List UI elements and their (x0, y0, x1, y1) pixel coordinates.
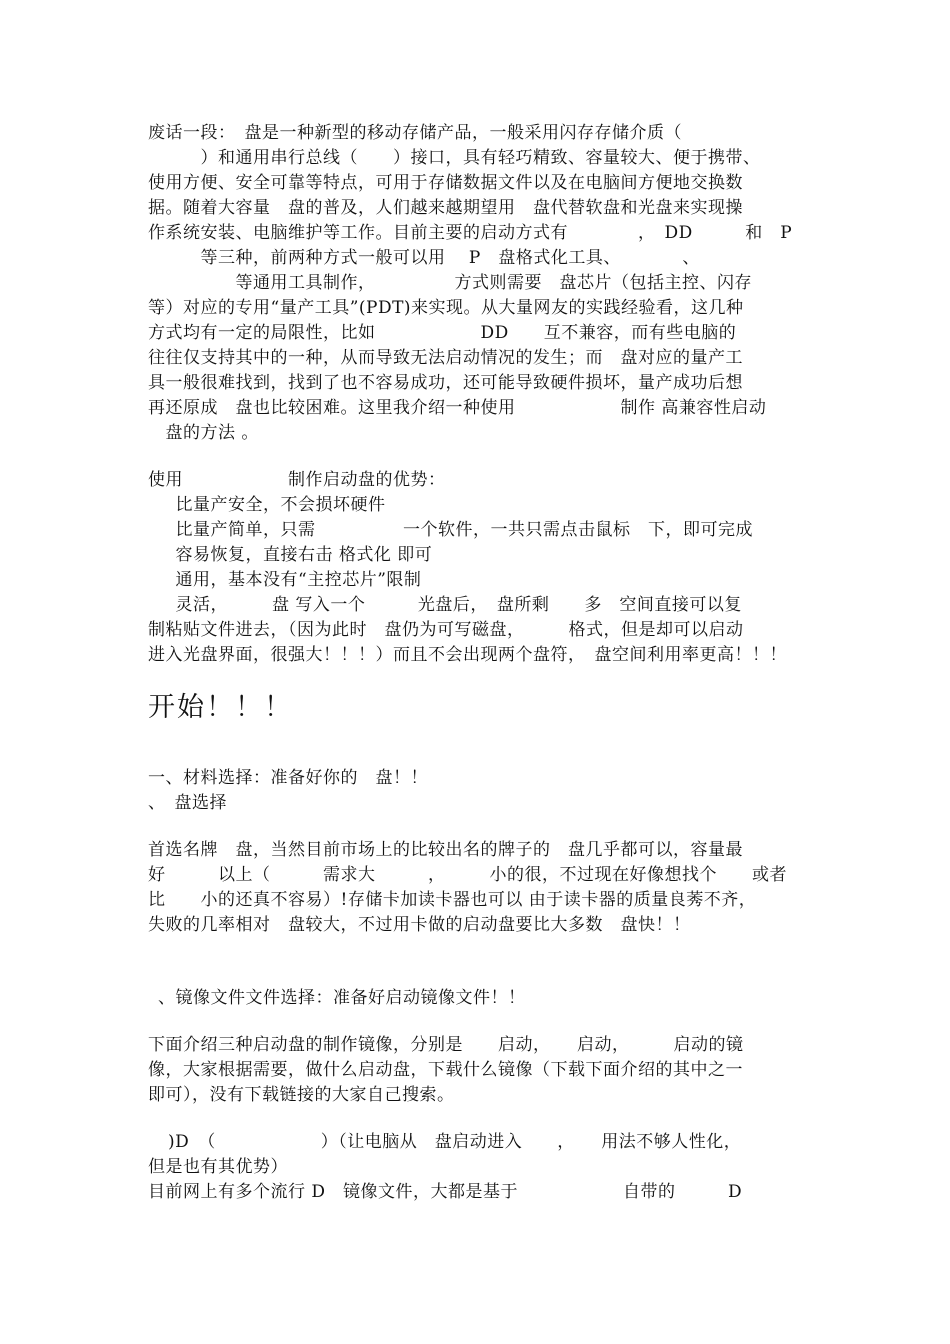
advantage-item: 灵活， 盘 写入一个 光盘后， 盘所剩 多 空间直接可以复 (158, 595, 742, 615)
advantage-item: 进入光盘界面，很强大！！！）而且不会出现两个盘符， 盘空间利用率更高！！！ (148, 645, 787, 665)
intro-line: 再还原成 盘也比较困难。这里我介绍一种使用 制作 高兼容性启动 (148, 398, 767, 418)
dos-item-line: )D （ ）（让电脑从 盘启动进入 ， 用法不够人性化， (168, 1132, 742, 1152)
step1-line: 好 以上（ 需求大 ， 小的很，不过现在好像想找个 或者 (148, 865, 787, 885)
advantages-title: 使用 制作启动盘的优势： (148, 470, 446, 490)
step1-title: 一、材料选择：准备好你的 盘！！ (148, 768, 428, 788)
intro-line: 具一般很难找到，找到了也不容易成功，还可能导致硬件损坏，量产成功后想 (148, 373, 743, 393)
intro-line: 等）对应的专用“量产工具”(PDT)来实现。从大量网友的实践经验看，这几种 (148, 298, 744, 318)
dos-item-line: 目前网上有多个流行 D 镜像文件，大都是基于 自带的 D (148, 1182, 743, 1202)
step1-line: 失败的几率相对 盘较大，不过用卡做的启动盘要比大多数 盘快！！ (148, 915, 691, 935)
advantage-item: 比量产简单，只需 一个软件，一共只需点击鼠标 下，即可完成 (158, 520, 753, 540)
step2-line: 像，大家根据需要，做什么启动盘，下载什么镜像（下载下面介绍的其中之一 (148, 1060, 743, 1080)
dos-item-line: 但是也有其优势） (148, 1157, 288, 1177)
step1-line: 比 小的还真不容易）!存储卡加读卡器也可以 由于读卡器的质量良莠不齐， (148, 890, 757, 910)
intro-line: 盘的方法 。 (148, 423, 259, 443)
step2-line: 下面介绍三种启动盘的制作镜像，分别是 启动， 启动， 启动的镜 (148, 1035, 744, 1055)
step2-title: 、镜像文件文件选择：准备好启动镜像文件！！ (158, 988, 526, 1008)
step1-line: 首选名牌 盘，当然目前市场上的比较出名的牌子的 盘几乎都可以，容量最 (148, 840, 743, 860)
step2-line: 即可），没有下载链接的大家自己搜索。 (148, 1085, 455, 1105)
intro-line: 等通用工具制作， 方式则需要 盘芯片（包括主控、闪存 (148, 273, 752, 293)
advantage-item: 容易恢复，直接右击 格式化 即可 (158, 545, 433, 565)
intro-line: 往往仅支持其中的一种，从而导致无法启动情况的发生；而 盘对应的量产工 (148, 348, 743, 368)
intro-line: 作系统安装、电脑维护等工作。目前主要的启动方式有 ， DD 和 P (148, 223, 793, 243)
intro-line: 方式均有一定的局限性，比如 DD 互不兼容，而有些电脑的 (148, 323, 737, 343)
intro-line: 废话一段： 盘是一种新型的移动存储产品，一般采用闪存存储介质（ (148, 123, 682, 143)
step1-subtitle: 、 盘选择 (148, 793, 227, 813)
intro-line: 等三种，前两种方式一般可以用 P 盘格式化工具、 、 (148, 248, 700, 268)
advantage-item: 比量产安全，不会损坏硬件 (158, 495, 386, 515)
advantage-item: 制粘贴文件进去，（因为此时 盘仍为可写磁盘， 格式，但是却可以启动 (148, 620, 744, 640)
intro-line: 据。随着大容量 盘的普及，人们越来越期望用 盘代替软盘和光盘来实现操 (148, 198, 743, 218)
intro-line: 使用方便、安全可靠等特点，可用于存储数据文件以及在电脑间方便地交换数 (148, 173, 743, 193)
start-heading: 开始！！！ (148, 692, 293, 723)
advantage-item: 通用，基本没有“主控芯片”限制 (158, 570, 422, 590)
intro-line: ）和通用串行总线（ ）接口，具有轻巧精致、容量较大、便于携带、 (148, 148, 761, 168)
